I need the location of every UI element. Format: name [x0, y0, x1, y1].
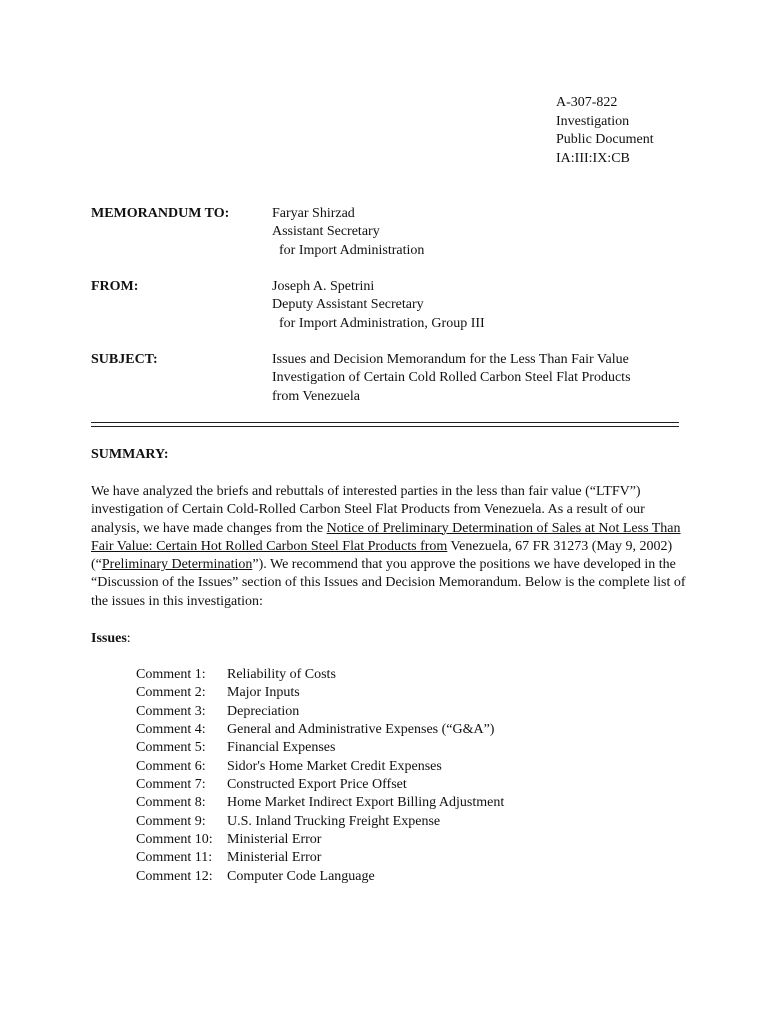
memo-from-label: FROM:: [91, 279, 139, 294]
list-item: [136, 758, 504, 776]
comment-number: Comment 3:: [136, 703, 206, 719]
sender-title: Deputy Assistant Secretary: [272, 297, 424, 313]
list-item: [136, 776, 504, 794]
comment-title: Major Inputs: [227, 685, 300, 701]
recipient-name: Faryar Shirzad: [272, 206, 355, 221]
memo-subject-value: [272, 351, 631, 406]
comment-number: Comment 9:: [136, 813, 206, 829]
comment-title: Ministerial Error: [227, 850, 322, 866]
list-item: [136, 849, 504, 867]
subject-line: Issues and Decision Memorandum for the Less Than Fair Value: [272, 352, 629, 367]
list-item: [136, 813, 504, 831]
sender-office: for Import Administration, Group III: [279, 315, 485, 331]
comment-title: Constructed Export Price Offset: [227, 777, 407, 793]
comment-title: Ministerial Error: [227, 832, 322, 848]
list-item: [136, 666, 504, 684]
comment-number: Comment 11:: [136, 850, 213, 866]
summary-paragraph: [91, 483, 691, 611]
recipient-title: Assistant Secretary: [272, 224, 380, 240]
classification: Public Document: [556, 132, 654, 147]
comment-number: Comment 6:: [136, 758, 206, 774]
comment-title: Home Market Indirect Export Billing Adjustment: [227, 795, 505, 811]
comment-title: Depreciation: [227, 703, 300, 719]
list-item: [136, 794, 504, 812]
office-code: IA:III:IX:CB: [556, 150, 630, 166]
memo-from-value: [272, 278, 485, 333]
divider-line: [91, 426, 679, 427]
list-item: [136, 739, 504, 757]
comment-title: Sidor's Home Market Credit Expenses: [227, 758, 442, 774]
comment-number: Comment 8:: [136, 795, 206, 811]
document-type: Investigation: [556, 113, 630, 129]
summary-text: ”). We recommend that you approve the positions we have developed in the “Discussion of the Issues” section of this Issues and Decision Memorandum. Below is the complete list of the issues in this investigation:: [91, 557, 686, 609]
summary-text: Venezuela, 67 FR 31273 (May 9, 2002) (“: [91, 538, 673, 573]
comment-title: Financial Expenses: [227, 740, 336, 756]
subject-line: Investigation of Certain Cold Rolled Carbon Steel Flat Products: [272, 370, 631, 386]
list-item: [136, 831, 504, 849]
case-number: A-307-822: [556, 95, 618, 110]
comment-title: General and Administrative Expenses (“G&A”): [227, 722, 495, 738]
issues-heading: Issues:: [91, 631, 131, 646]
issues-list: [136, 666, 504, 886]
list-item: [136, 868, 504, 886]
comment-title: U.S. Inland Trucking Freight Expense: [227, 813, 441, 829]
comment-number: Comment 1:: [136, 667, 206, 682]
comment-title: Reliability of Costs: [227, 667, 336, 682]
list-item: [136, 721, 504, 739]
comment-title: Computer Code Language: [227, 868, 375, 884]
memo-subject-label: SUBJECT:: [91, 352, 158, 367]
comment-number: Comment 7:: [136, 777, 206, 793]
comment-number: Comment 2:: [136, 685, 206, 701]
comment-number: Comment 5:: [136, 740, 206, 756]
sender-name: Joseph A. Spetrini: [272, 279, 375, 294]
comment-number: Comment 12:: [136, 868, 213, 884]
preliminary-notice-citation: Notice of Preliminary Determination of Sales at Not Less Than Fair Value: Certain Hot Rolled Carbon Steel Flat Products from: [91, 520, 681, 554]
subject-line: from Venezuela: [272, 388, 360, 404]
recipient-office: for Import Administration: [279, 242, 425, 258]
list-item: [136, 703, 504, 721]
document-header: [556, 94, 654, 168]
summary-heading: SUMMARY:: [91, 447, 169, 462]
divider-line: [91, 422, 679, 423]
list-item: [136, 684, 504, 702]
comment-number: Comment 10:: [136, 832, 213, 848]
memo-to-label: MEMORANDUM TO:: [91, 206, 230, 221]
comment-number: Comment 4:: [136, 722, 206, 738]
memo-to-value: [272, 205, 424, 260]
preliminary-determination-citation: Preliminary Determination: [101, 557, 253, 573]
summary-text: We have analyzed the briefs and rebuttals of interested parties in the less than fair value (“LTFV”) investigation of Certain Cold-Rolled Carbon Steel Flat Products from Venezuela. As a result of our analysis, we have made changes from the: [91, 484, 645, 536]
